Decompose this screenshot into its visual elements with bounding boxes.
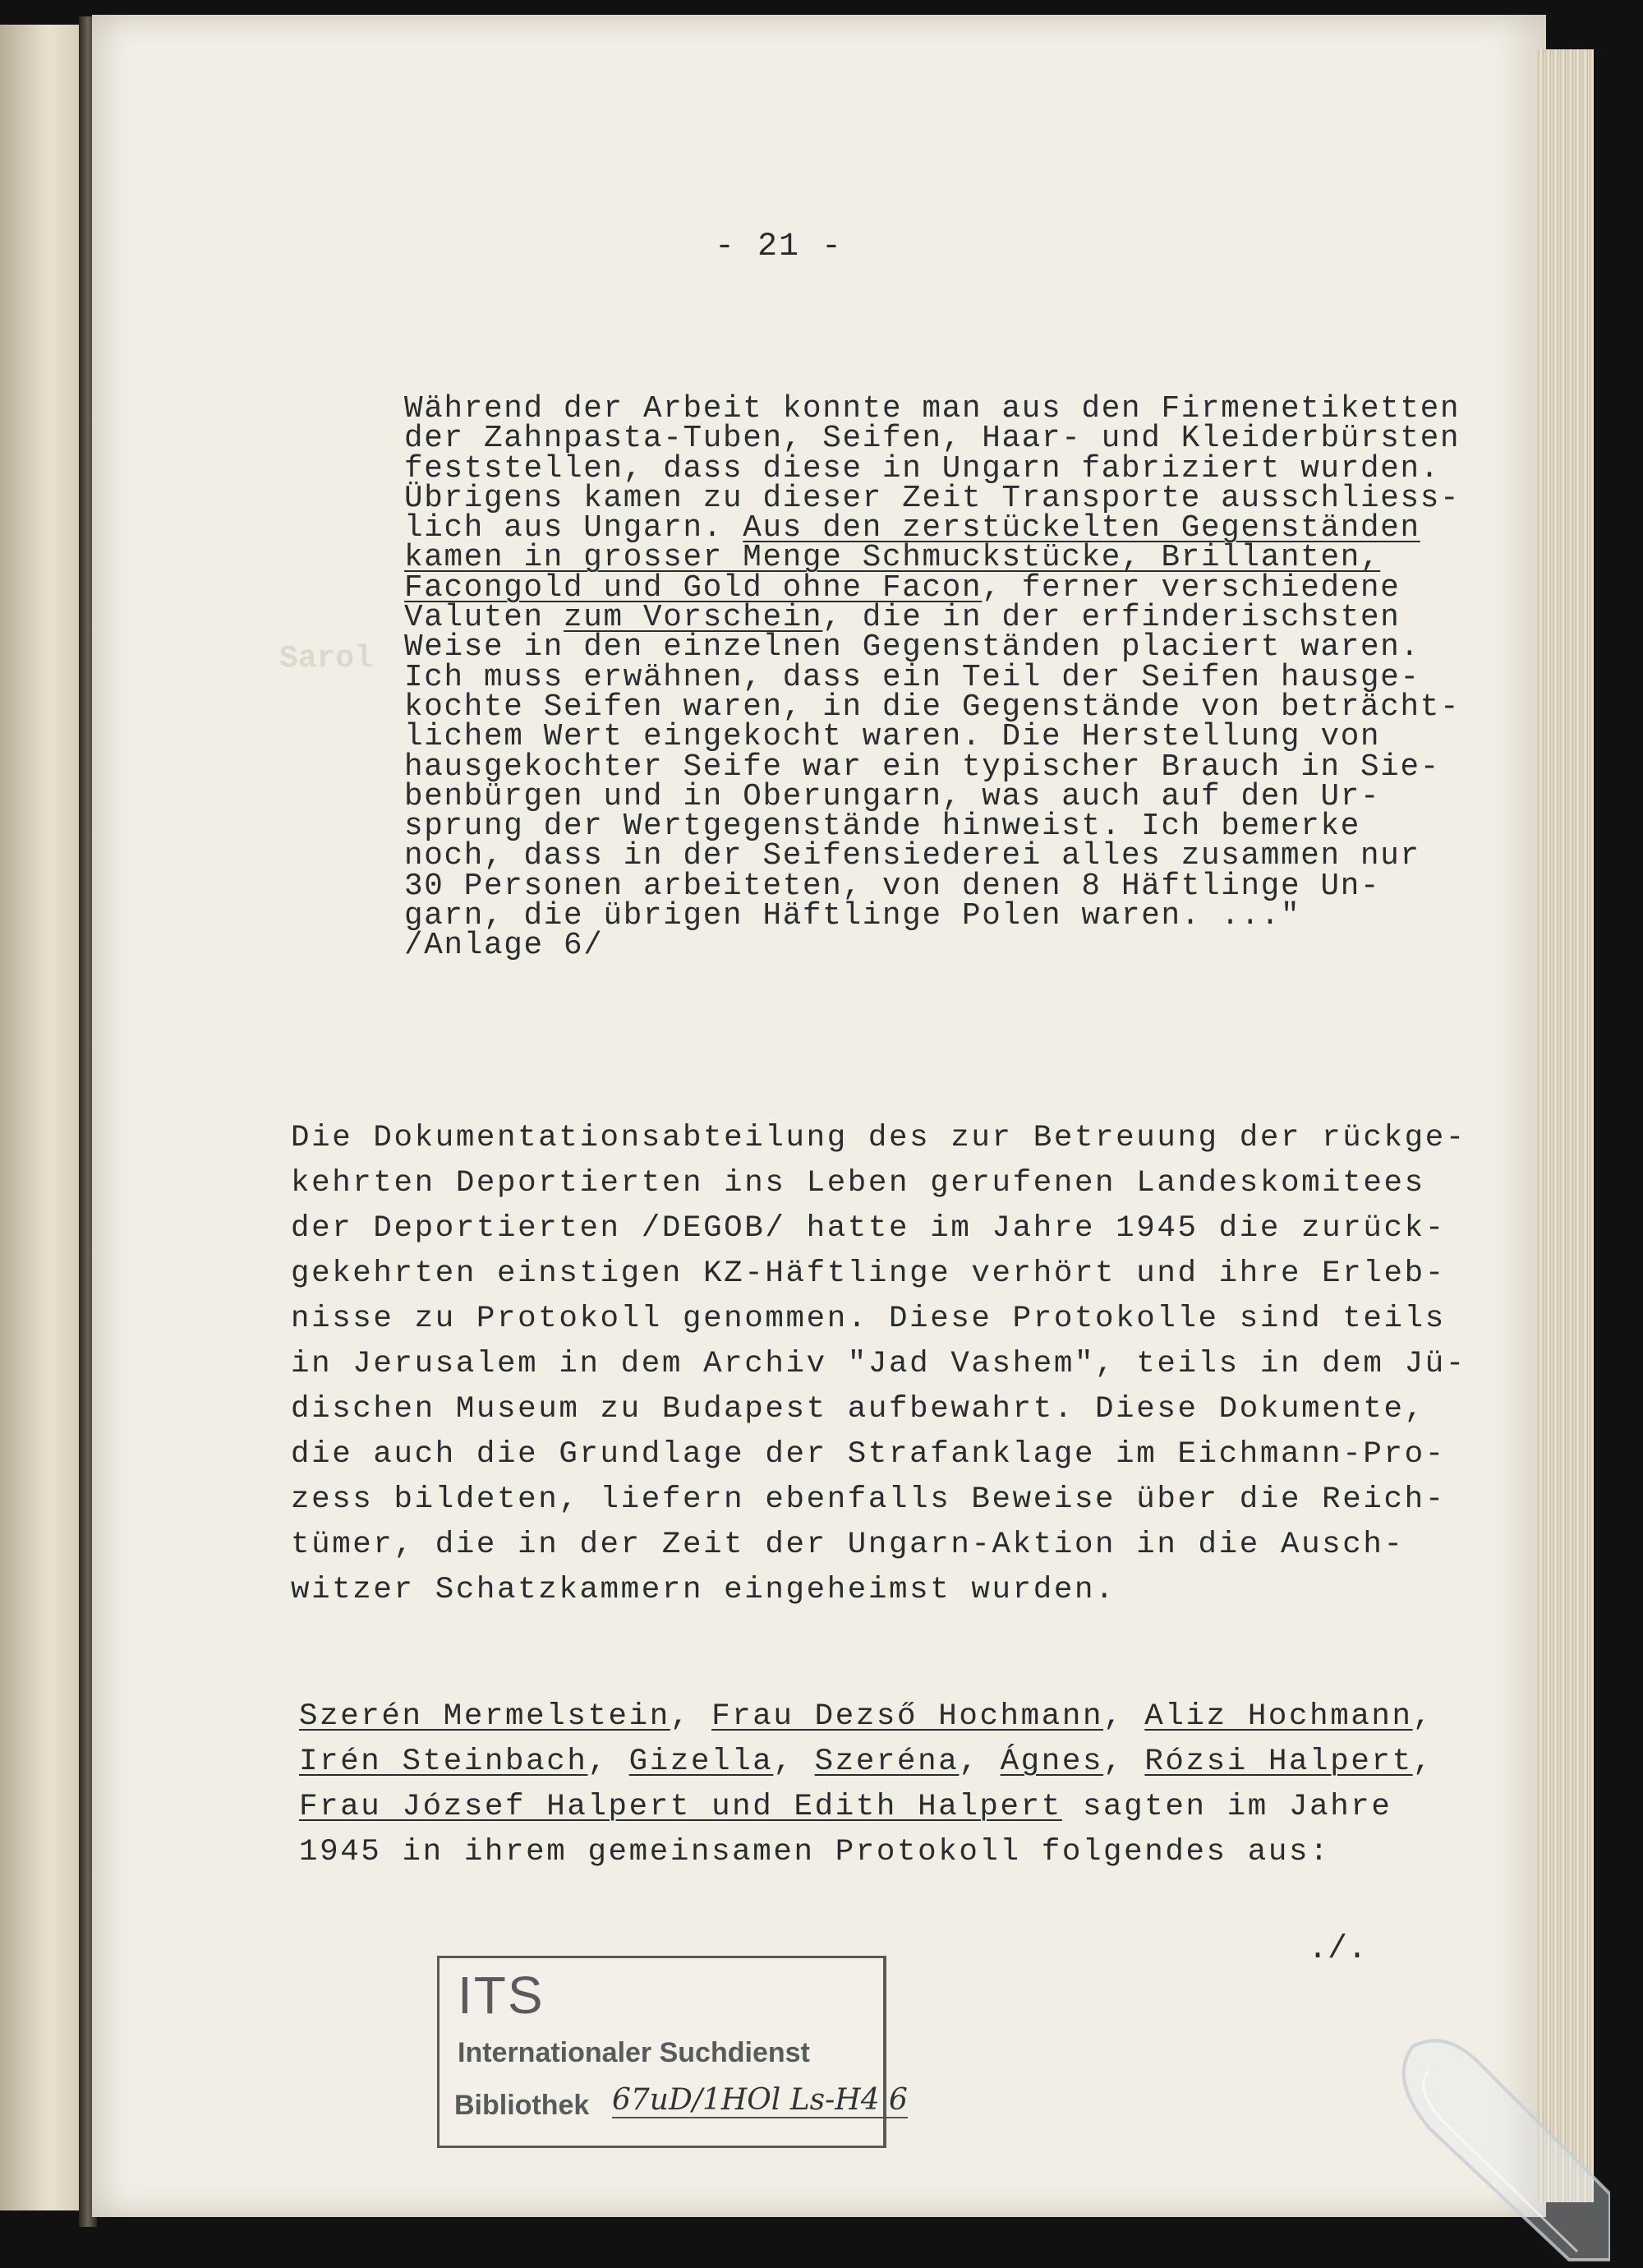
text-run: sprung der Wertgegenstände hinweist. Ich bemerke xyxy=(404,809,1361,845)
underlined-text: Szerén Mermelstein xyxy=(299,1699,670,1734)
text-run: lich aus Ungarn. xyxy=(404,511,743,546)
text-line xyxy=(404,929,1464,964)
text-line: nisse zu Protokoll genommen. Diese Protokolle sind teils xyxy=(291,1302,1446,1336)
text-run: sagten im Jahre xyxy=(1061,1790,1392,1824)
underlined-text: Frau Dezső Hochmann xyxy=(711,1699,1104,1734)
text-line: der Deportierten /DEGOB/ hatte im Jahre 1945 die zurück- xyxy=(291,1211,1446,1246)
text-line xyxy=(404,720,1464,755)
text-run: , xyxy=(959,1745,1001,1779)
text-line xyxy=(404,511,1464,546)
text-line: gekehrten einstigen KZ-Häftlinge verhört und ihre Erleb- xyxy=(291,1256,1446,1291)
text-line xyxy=(299,1785,1449,1830)
text-line xyxy=(404,869,1464,904)
text-line xyxy=(404,541,1464,576)
text-line xyxy=(404,660,1464,695)
text-run: , xyxy=(773,1745,815,1779)
text-line xyxy=(404,749,1464,785)
text-run: , xyxy=(1103,1699,1145,1734)
text-line: in Jerusalem in dem Archiv "Jad Vashem", teils in dem Jü- xyxy=(291,1347,1466,1381)
underlined-text: Gizella xyxy=(628,1745,774,1779)
text-run: Weise in den einzelnen Gegenständen placiert waren. xyxy=(404,630,1420,666)
stamp-shelf-mark: 67uD/1HOl Ls-H4 6 xyxy=(612,2083,908,2117)
text-run: Während der Arbeit konnte man aus den Firmenetiketten xyxy=(404,392,1461,426)
text-run: noch, dass in der Seifensiederei alles zusammen nur xyxy=(404,839,1420,874)
quoted-testimony xyxy=(404,392,1464,964)
text-line: zess bildeten, liefern ebenfalls Beweise über die Reich- xyxy=(291,1482,1446,1517)
text-line xyxy=(299,1694,1449,1740)
text-run: benbürgen und in Oberungarn, was auch auf den Ur- xyxy=(404,779,1381,814)
underlined-text: zum Vorschein xyxy=(564,601,823,636)
plastic-clip xyxy=(1380,2030,1610,2268)
text-run: , ferner verschiedene xyxy=(982,570,1401,606)
text-line xyxy=(404,779,1464,814)
text-run: , xyxy=(670,1699,712,1734)
text-line xyxy=(299,1740,1449,1785)
underlined-text: Aus den zerstückelten Gegenständen xyxy=(743,511,1420,546)
text-run: , xyxy=(587,1745,629,1779)
text-line: dischen Museum zu Budapest aufbewahrt. Diese Dokumente, xyxy=(291,1392,1425,1427)
text-line xyxy=(404,570,1464,606)
text-run: 30 Personen arbeiteten, von denen 8 Häftlinge Un- xyxy=(404,869,1381,904)
bleed-through-text: Sarol xyxy=(279,641,374,676)
text-run: , xyxy=(1103,1745,1145,1779)
text-line xyxy=(404,481,1464,516)
text-run: garn, die übrigen Häftlinge Polen waren. ..." xyxy=(404,899,1301,934)
text-run: hausgekochter Seife war ein typischer Brauch in Sie- xyxy=(404,749,1441,785)
underlined-text: Frau József Halpert und Edith Halpert xyxy=(299,1790,1062,1824)
continuation-mark: ./. xyxy=(1308,1931,1368,1968)
text-run: Ich muss erwähnen, dass ein Teil der Seifen hausge- xyxy=(404,660,1420,695)
text-line xyxy=(299,1830,1449,1875)
library-stamp xyxy=(437,1956,908,2148)
underlined-text: Szeréna xyxy=(814,1745,960,1779)
text-line xyxy=(404,689,1464,725)
text-line: witzer Schatzkammern eingeheimst wurden. xyxy=(291,1573,1116,1607)
text-run: 1945 in ihrem gemeinsamen Protokoll folgendes aus: xyxy=(299,1835,1331,1869)
text-line xyxy=(404,809,1464,845)
underlined-text: Ágnes xyxy=(1000,1745,1104,1779)
text-run: , die in der erfinderischsten xyxy=(822,601,1401,636)
text-run: , xyxy=(1412,1745,1434,1779)
left-page-edge xyxy=(0,25,82,2210)
text-run: kochte Seifen waren, in die Gegenstände von beträcht- xyxy=(404,689,1461,725)
text-line: Die Dokumentationsabteilung des zur Betreuung der rückge- xyxy=(291,1121,1466,1155)
page-number: - 21 - xyxy=(715,228,844,265)
text-run: Valuten xyxy=(404,601,564,636)
text-run: Übrigens kamen zu dieser Zeit Transporte ausschliess- xyxy=(404,481,1461,516)
underlined-text: Irén Steinbach xyxy=(299,1745,588,1779)
text-line xyxy=(404,394,1464,424)
text-line xyxy=(404,601,1464,636)
underlined-text: Aliz Hochmann xyxy=(1144,1699,1413,1734)
text-line: tümer, die in der Zeit der Ungarn-Aktion in die Ausch- xyxy=(291,1528,1405,1562)
body-paragraph xyxy=(291,1116,1466,1613)
page-stack-edges xyxy=(1536,49,1594,2202)
text-line xyxy=(404,630,1464,666)
text-line xyxy=(404,422,1464,457)
stamp-org-short: ITS xyxy=(458,1966,545,2025)
witness-paragraph xyxy=(299,1694,1449,1875)
text-line xyxy=(404,451,1464,486)
text-run: /Anlage 6/ xyxy=(404,929,604,964)
underlined-text: Facongold und Gold ohne Facon xyxy=(404,570,983,606)
text-run: lichem Wert eingekocht waren. Die Herstellung von xyxy=(404,720,1381,755)
text-run: feststellen, dass diese in Ungarn fabriziert wurden. xyxy=(404,451,1441,486)
text-line: die auch die Grundlage der Strafanklage im Eichmann-Pro- xyxy=(291,1437,1446,1472)
text-line: kehrten Deportierten ins Leben gerufenen Landeskomitees xyxy=(291,1166,1425,1201)
underlined-text: kamen in grosser Menge Schmuckstücke, Brillanten, xyxy=(404,541,1381,576)
text-line xyxy=(404,839,1464,874)
stamp-org-name: Internationaler Suchdienst xyxy=(458,2037,810,2068)
text-line xyxy=(404,899,1464,934)
underlined-text: Rózsi Halpert xyxy=(1144,1745,1413,1779)
stamp-library-label: Bibliothek xyxy=(454,2090,590,2121)
text-run: der Zahnpasta-Tuben, Seifen, Haar- und Kleiderbürsten xyxy=(404,422,1461,457)
text-run: , xyxy=(1412,1699,1434,1734)
